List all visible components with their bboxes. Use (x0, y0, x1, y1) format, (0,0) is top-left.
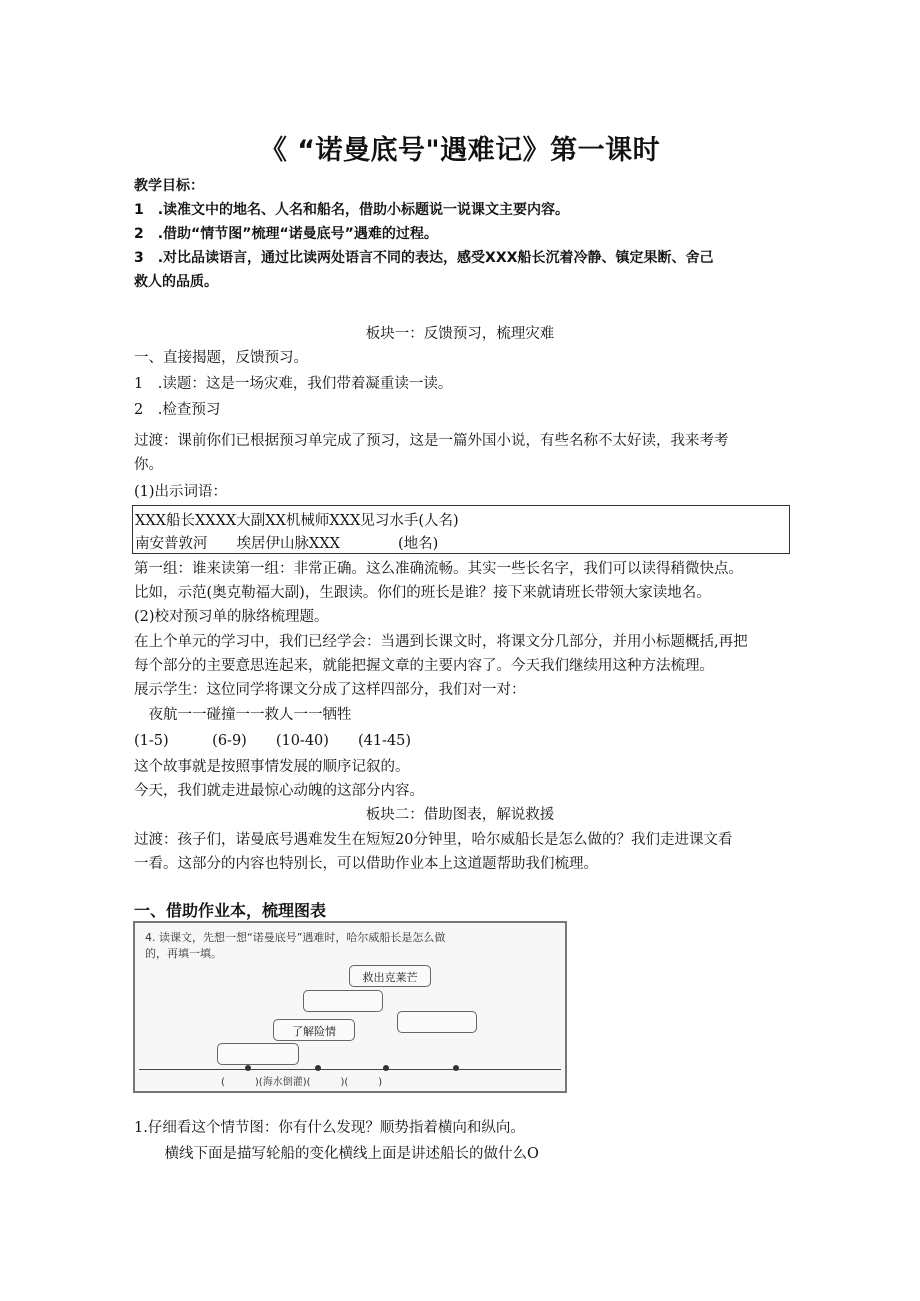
page-title: 《 “诺曼底号"遇难记》第一课时 (259, 135, 661, 166)
section-line: 1.仔细看这个情节图：你有什么发现？顺势指着横向和纵向。 (134, 1120, 525, 1136)
block1-line: 你。 (134, 457, 163, 473)
goal-3-cont: 救人的品质。 (134, 274, 218, 290)
goals-heading: 教学目标： (134, 178, 204, 194)
block1-line: 第一组：谁来读第一组：非常正确。这么准确流畅。其实一些长名字，我们可以读得稍微快点。 (134, 561, 743, 577)
block1-line: 在上个单元的学习中，我们已经学会：当遇到长课文时，将课文分几部分，并用小标题概括,再把 (134, 634, 748, 650)
block1-line: 过渡：课前你们已根据预习单完成了预习，这是一篇外国小说，有些名称不太好读，我来考考 (134, 433, 729, 449)
block1-line: 展示学生：这位同学将课文分成了这样四部分，我们对一对： (134, 682, 526, 698)
box-rescue-label: 救出克莱芒 (362, 971, 418, 984)
block2-line: 过渡：孩子们，诺曼底号遇难发生在短短20分钟里，哈尔威船长是怎么做的？我们走进课文看 (134, 832, 733, 848)
block1-line: 比如，示范(奥克勒福大副)，生跟读。你们的班长是谁？接下来就请班长带领大家读地名。 (134, 585, 711, 601)
block1-heading: 板块一：反馈预习，梳理灾难 (365, 326, 555, 342)
block1-line: 1 .读题：这是一场灾难，我们带着凝重读一读。 (134, 376, 453, 392)
timeline-dot (383, 1065, 389, 1071)
block1-line: 这个故事就是按照事情发展的顺序记叙的。 (134, 759, 410, 775)
plot-diagram-figure (133, 921, 567, 1093)
block1-line: (1)出示词语： (134, 484, 228, 500)
block1-line: 今天，我们就走进最惊心动魄的这部分内容。 (134, 783, 424, 799)
blank-box (303, 990, 383, 1012)
paragraph-ranges: (1-5) (6-9) (10-40) (41-45) (134, 733, 412, 749)
timeline-dot (453, 1065, 459, 1071)
blank-box (217, 1043, 299, 1065)
figure-caption-cont: 的，再填一填。 (145, 947, 222, 960)
box-danger-label: 了解险情 (292, 1025, 336, 1038)
plot-outline: 夜航一一碰撞一一救人一一牺牲 (134, 707, 352, 723)
timeline-dot (315, 1065, 321, 1071)
goal-3: 3 .对比品读语言，通过比读两处语言不同的表达，感受XXX船长沉着冷静、镇定果断、舍己 (134, 250, 714, 266)
vocab-people: XXX船长XXXX大副XX机械师XXX见习水手(人名) (135, 513, 459, 529)
timeline-axis (139, 1069, 561, 1070)
timeline-dot (245, 1065, 251, 1071)
block1-line: 2 .检查预习 (134, 402, 221, 418)
vocab-places: 南安普敦河 埃居伊山脉XXX (地名) (135, 536, 439, 552)
block1-line: (2)校对预习单的脉络梳理题。 (134, 609, 329, 625)
figure-caption: 4. 读课文，先想一想“诺曼底号”遇难时，哈尔威船长是怎么做 (145, 931, 446, 944)
section-line: 横线下面是描写轮船的变化横线上面是讲述船长的做什么O (150, 1146, 539, 1162)
block2-heading: 板块二：借助图表，解说救援 (365, 807, 555, 823)
goal-1: 1 .读准文中的地名、人名和船名，借助小标题说一说课文主要内容。 (134, 202, 570, 218)
block1-line: 每个部分的主要意思连起来，就能把握文章的主要内容了。今天我们继续用这种方法梳理。 (134, 658, 714, 674)
box-danger (273, 1019, 355, 1041)
timeline-labels: ( )(海水倒灌)( )( ) (221, 1077, 383, 1088)
block1-line: 一、直接揭题，反馈预习。 (134, 350, 308, 366)
goal-2: 2 .借助“情节图”梳理“诺曼底号”遇难的过程。 (134, 226, 438, 242)
block2-line: 一看。这部分的内容也特别长，可以借助作业本上这道题帮助我们梳理。 (134, 856, 598, 872)
section-heading: 一、借助作业本，梳理图表 (134, 901, 327, 920)
box-rescue (349, 965, 431, 987)
blank-box (397, 1011, 477, 1033)
